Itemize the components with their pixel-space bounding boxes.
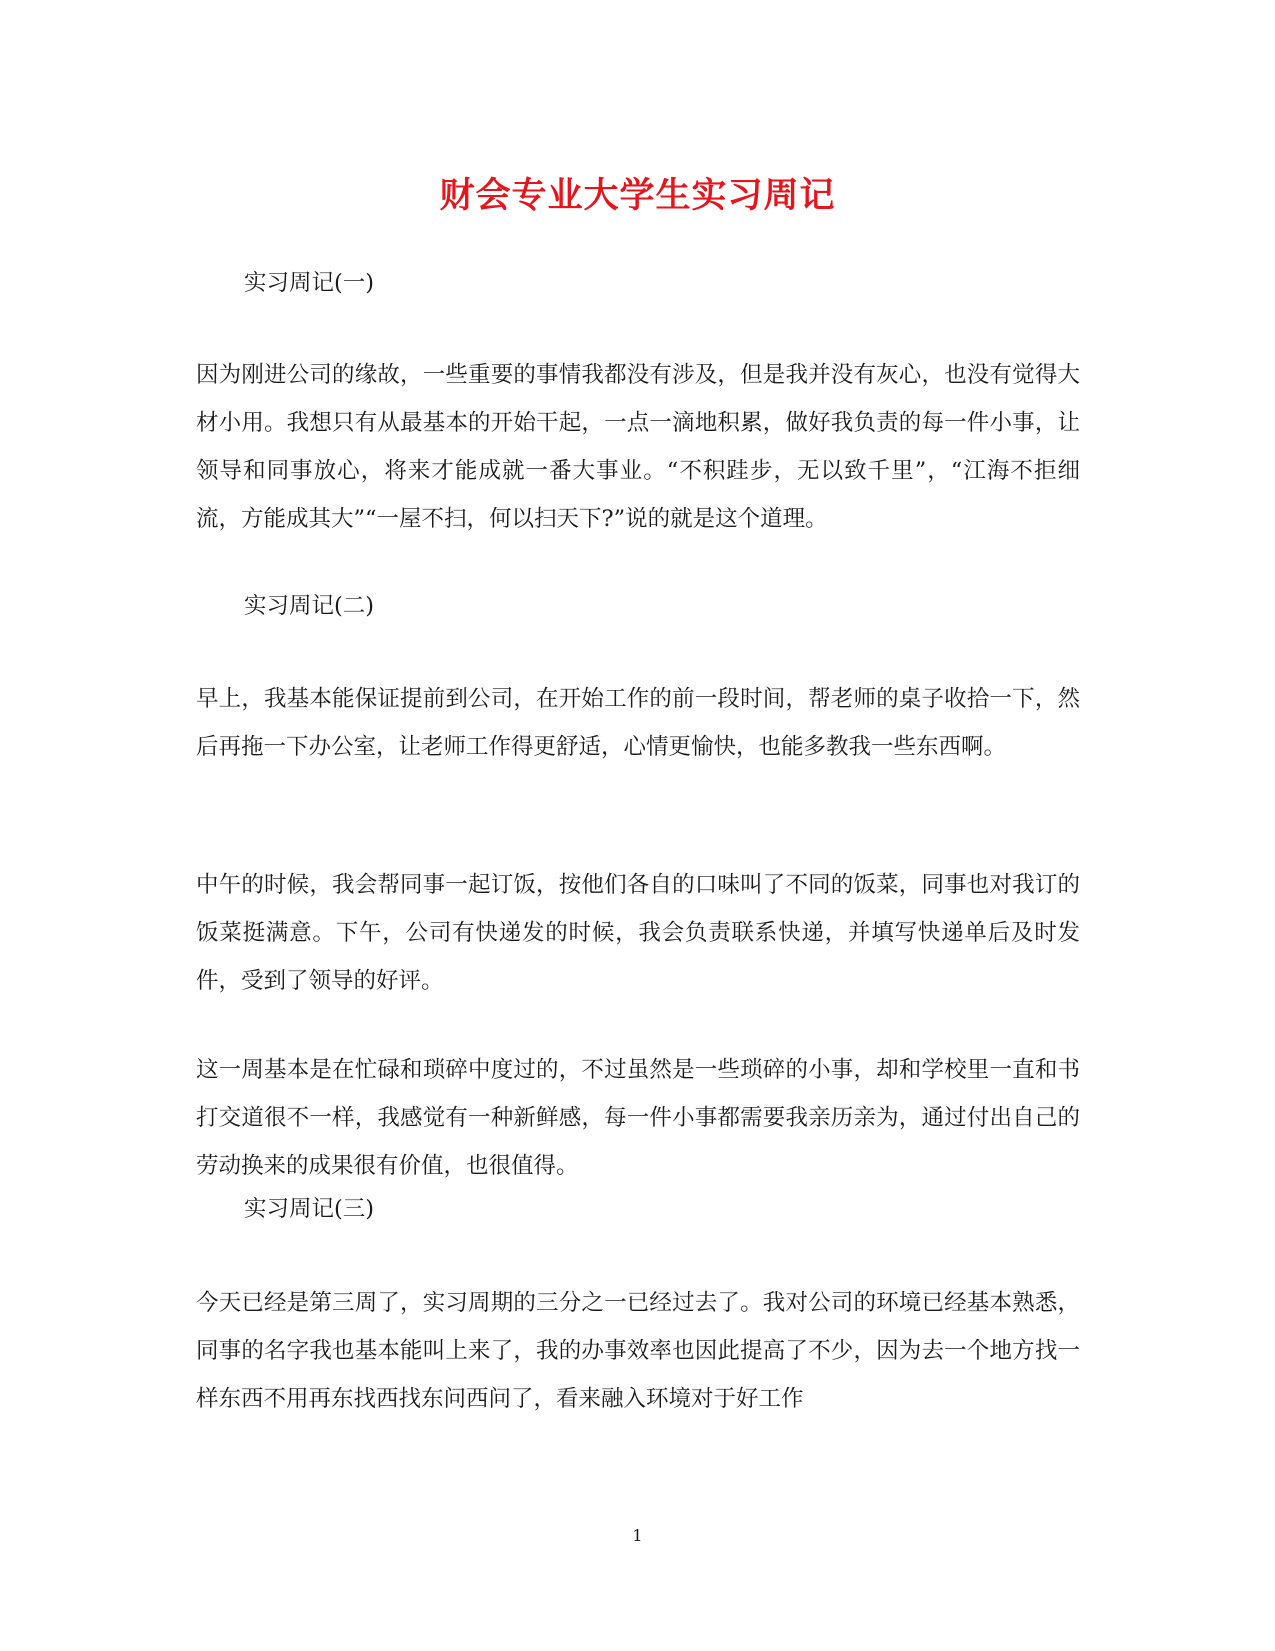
page-number: 1 [632, 1526, 643, 1545]
section-2-paragraph-3: 这一周基本是在忙碌和琐碎中度过的，不过虽然是一些琐碎的小事，却和学校里一直和书打交道很不一样，我感觉有一种新鲜感，每一件小事都需要我亲历亲为，通过付出自己的劳动换来的成果很有价值，也很值得。 [196, 1057, 1080, 1179]
section-heading-1: 实习周记(一) [244, 270, 375, 296]
section-heading-3: 实习周记(三) [244, 1196, 375, 1222]
section-3-paragraph-1: 今天已经是第三周了，实习周期的三分之一已经过去了。我对公司的环境已经基本熟悉，同事的名字我也基本能叫上来了，我的办事效率也因此提高了不少，因为去一个地方找一样东西不用再东找西找东问西问了，看来融入环境对于好工作 [196, 1290, 1080, 1412]
section-2-paragraph-1: 早上，我基本能保证提前到公司，在开始工作的前一段时间，帮老师的桌子收拾一下，然后再拖一下办公室，让老师工作得更舒适，心情更愉快，也能多教我一些东西啊。 [196, 686, 1080, 760]
document-title: 财会专业大学生实习周记 [439, 175, 836, 216]
section-heading-2: 实习周记(二) [244, 593, 375, 619]
section-1-paragraph-1: 因为刚进公司的缘故，一些重要的事情我都没有涉及，但是我并没有灰心，也没有觉得大材小用。我想只有从最基本的开始干起，一点一滴地积累，做好我负责的每一件小事，让领导和同事放心，将来才能成就一番大事业。“不积跬步，无以致千里”，“江海不拒细流，方能成其大”“一屋不扫，何以扫天下?”说的就是这个道理。 [196, 362, 1080, 532]
section-2-paragraph-2: 中午的时候，我会帮同事一起订饭，按他们各自的口味叫了不同的饭菜，同事也对我订的饭菜挺满意。下午，公司有快递发的时候，我会负责联系快递，并填写快递单后及时发件，受到了领导的好评。 [196, 872, 1080, 994]
